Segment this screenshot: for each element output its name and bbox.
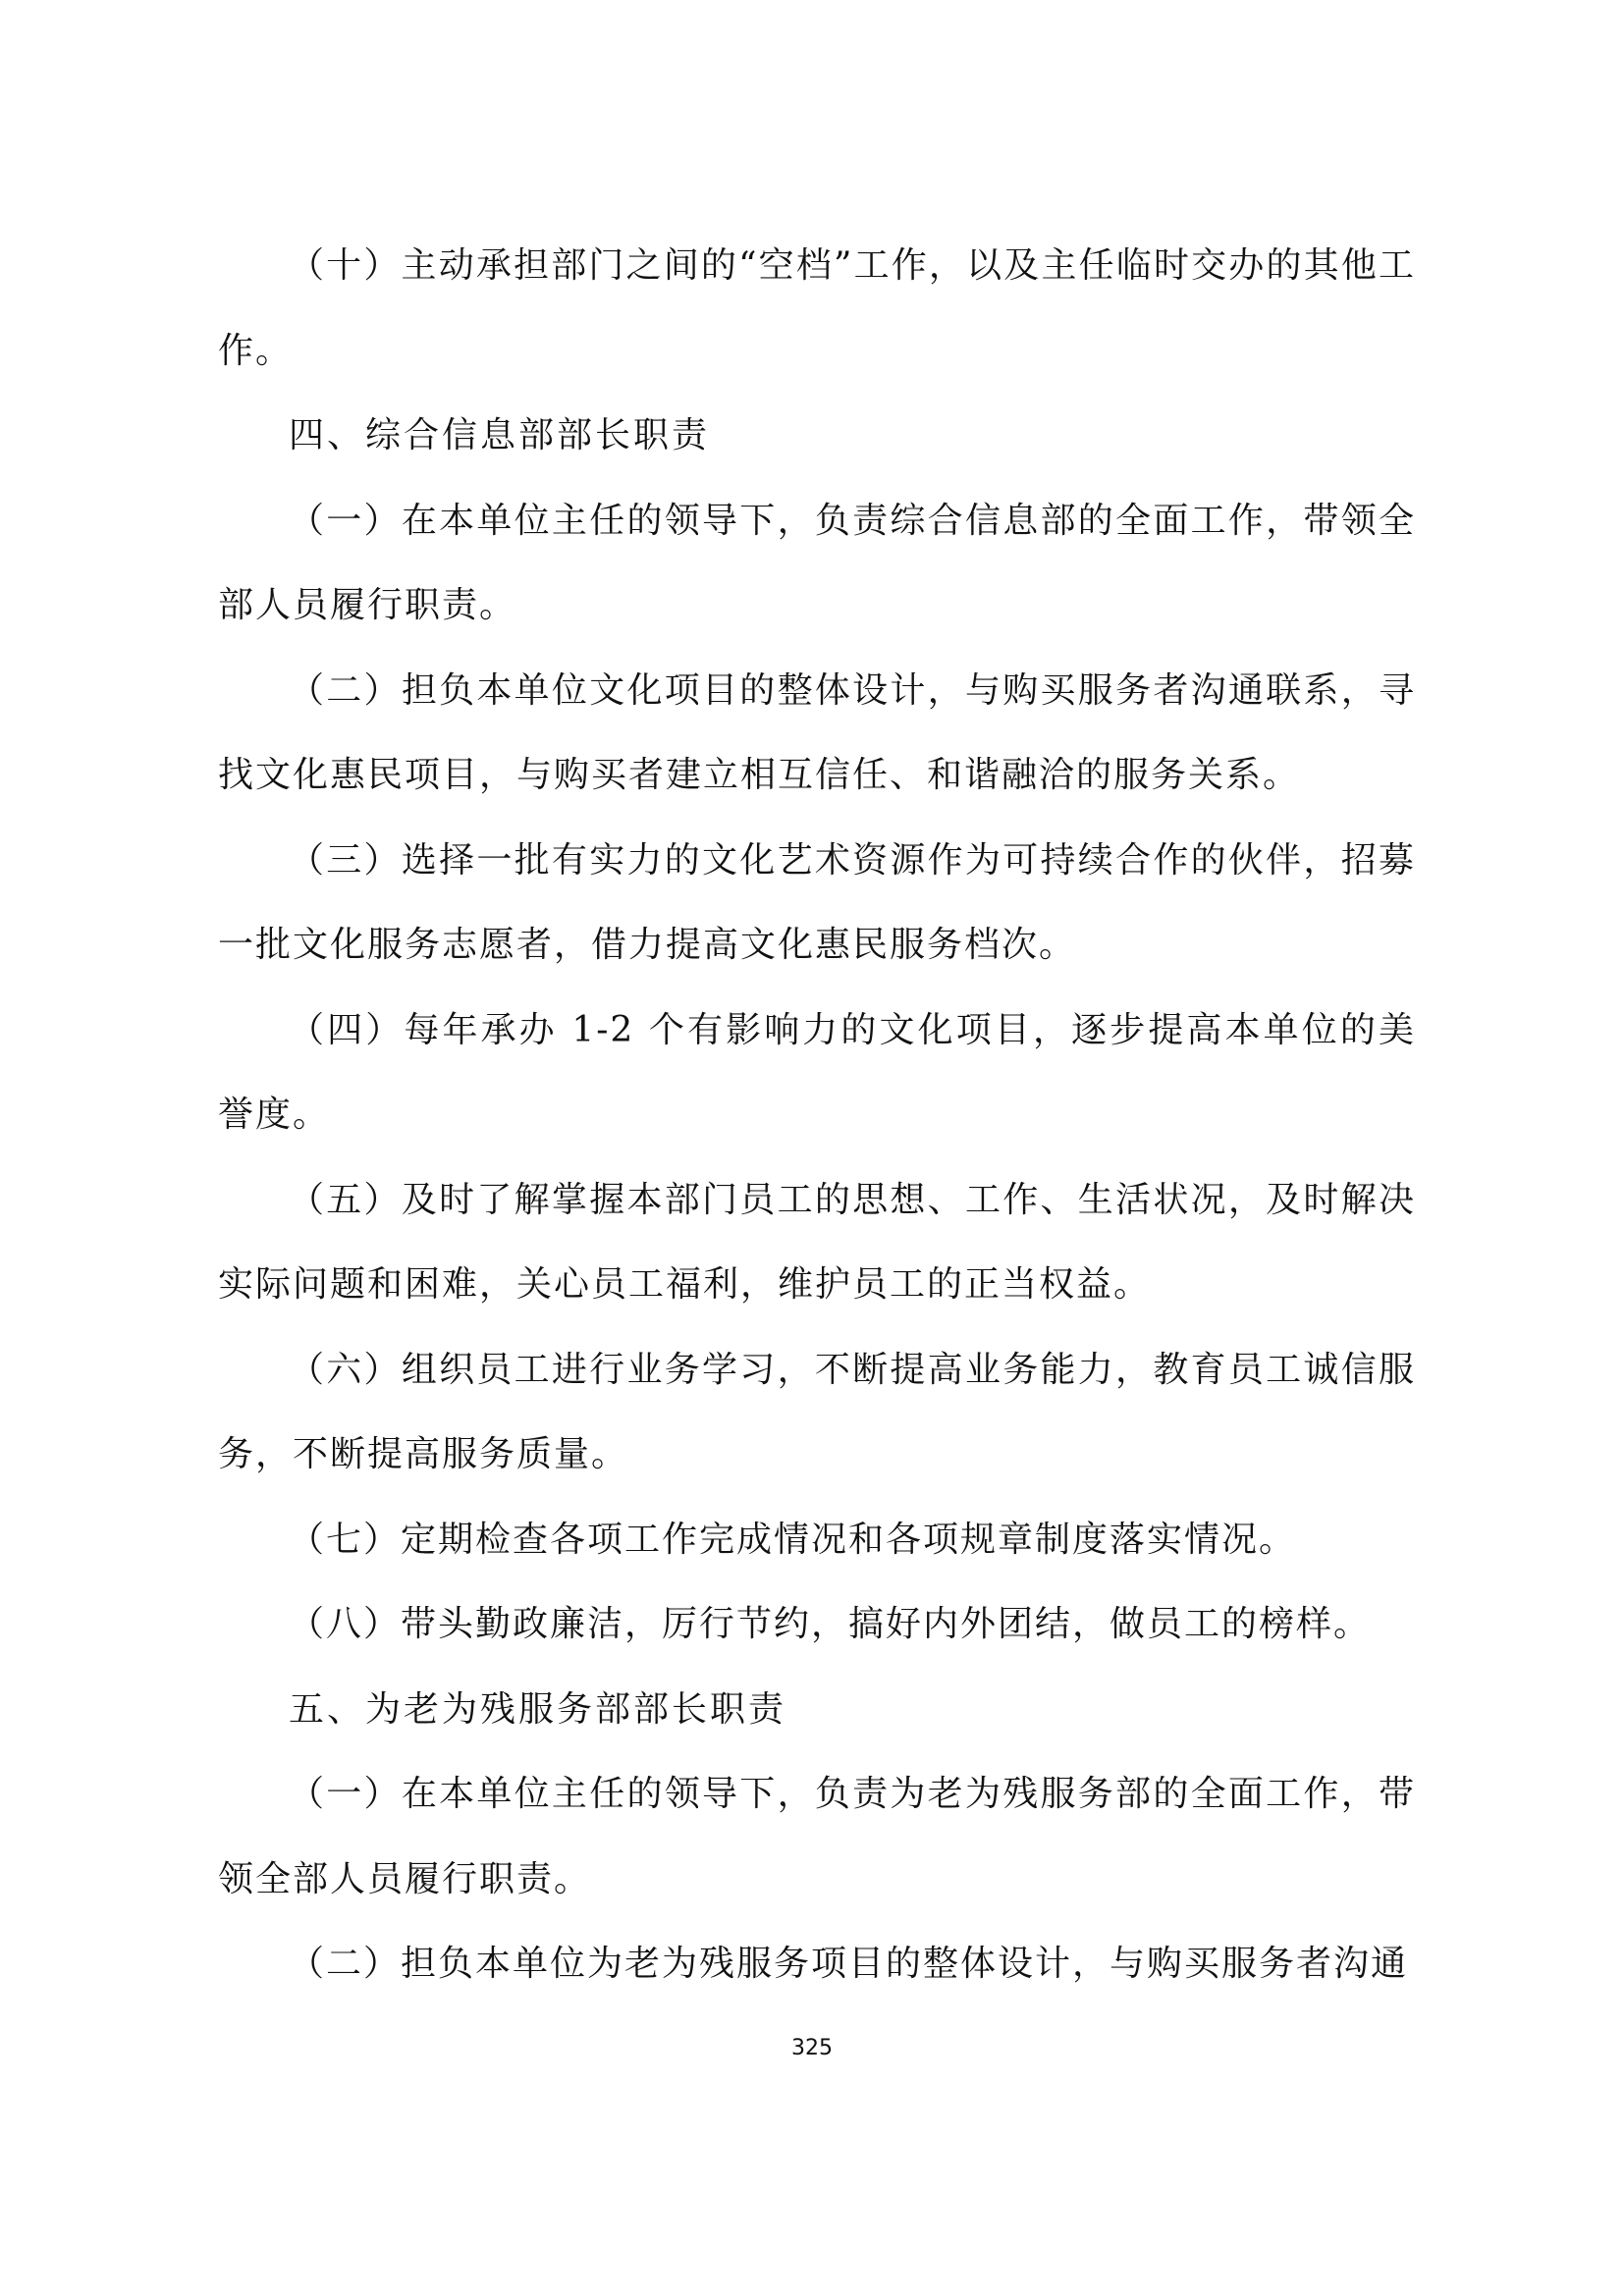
paragraph-info-2: （二）担负本单位文化项目的整体设计，与购买服务者沟通联系，寻找文化惠民项目，与购买者建立相互信任、和谐融洽的服务关系。: [218, 669, 1416, 795]
section-heading-elderly-disabled-dept: 五、为老为残服务部部长职责: [289, 1688, 787, 1730]
document-body: [218, 224, 1416, 2007]
paragraph-info-7: （七）定期检查各项工作完成情况和各项规章制度落实情况。: [289, 1519, 1297, 1560]
page-number: 325: [791, 2036, 833, 2060]
paragraph-info-3: （三）选择一批有实力的文化艺术资源作为可持续合作的伙伴，招募一批文化服务志愿者，借力提高文化惠民服务档次。: [218, 839, 1416, 965]
paragraph-info-8: （八）带头勤政廉洁，厉行节约，搞好内外团结，做员工的榜样。: [289, 1604, 1372, 1644]
paragraph-elderly-2: （二）担负本单位为老为残服务项目的整体设计，与购买服务者沟通: [289, 1944, 1409, 1984]
section-heading-info-dept: 四、综合信息部部长职责: [289, 415, 711, 455]
paragraph-elderly-1: （一）在本单位主任的领导下，负责为老为残服务部的全面工作，带领全部人员履行职责。: [218, 1774, 1416, 1899]
paragraph-info-4: （四）每年承办 1-2 个有影响力的文化项目，逐步提高本单位的美誉度。: [218, 1009, 1416, 1135]
paragraph-info-5: （五）及时了解掌握本部门员工的思想、工作、生活状况，及时解决实际问题和困难，关心员工福利，维护员工的正当权益。: [218, 1179, 1416, 1305]
paragraph-10-extra-duties: （十）主动承担部门之间的“空档”工作，以及主任临时交办的其他工作。: [218, 245, 1416, 371]
paragraph-info-1: （一）在本单位主任的领导下，负责综合信息部的全面工作，带领全部人员履行职责。: [218, 500, 1416, 625]
paragraph-info-6: （六）组织员工进行业务学习，不断提高业务能力，教育员工诚信服务，不断提高服务质量。: [218, 1349, 1416, 1474]
